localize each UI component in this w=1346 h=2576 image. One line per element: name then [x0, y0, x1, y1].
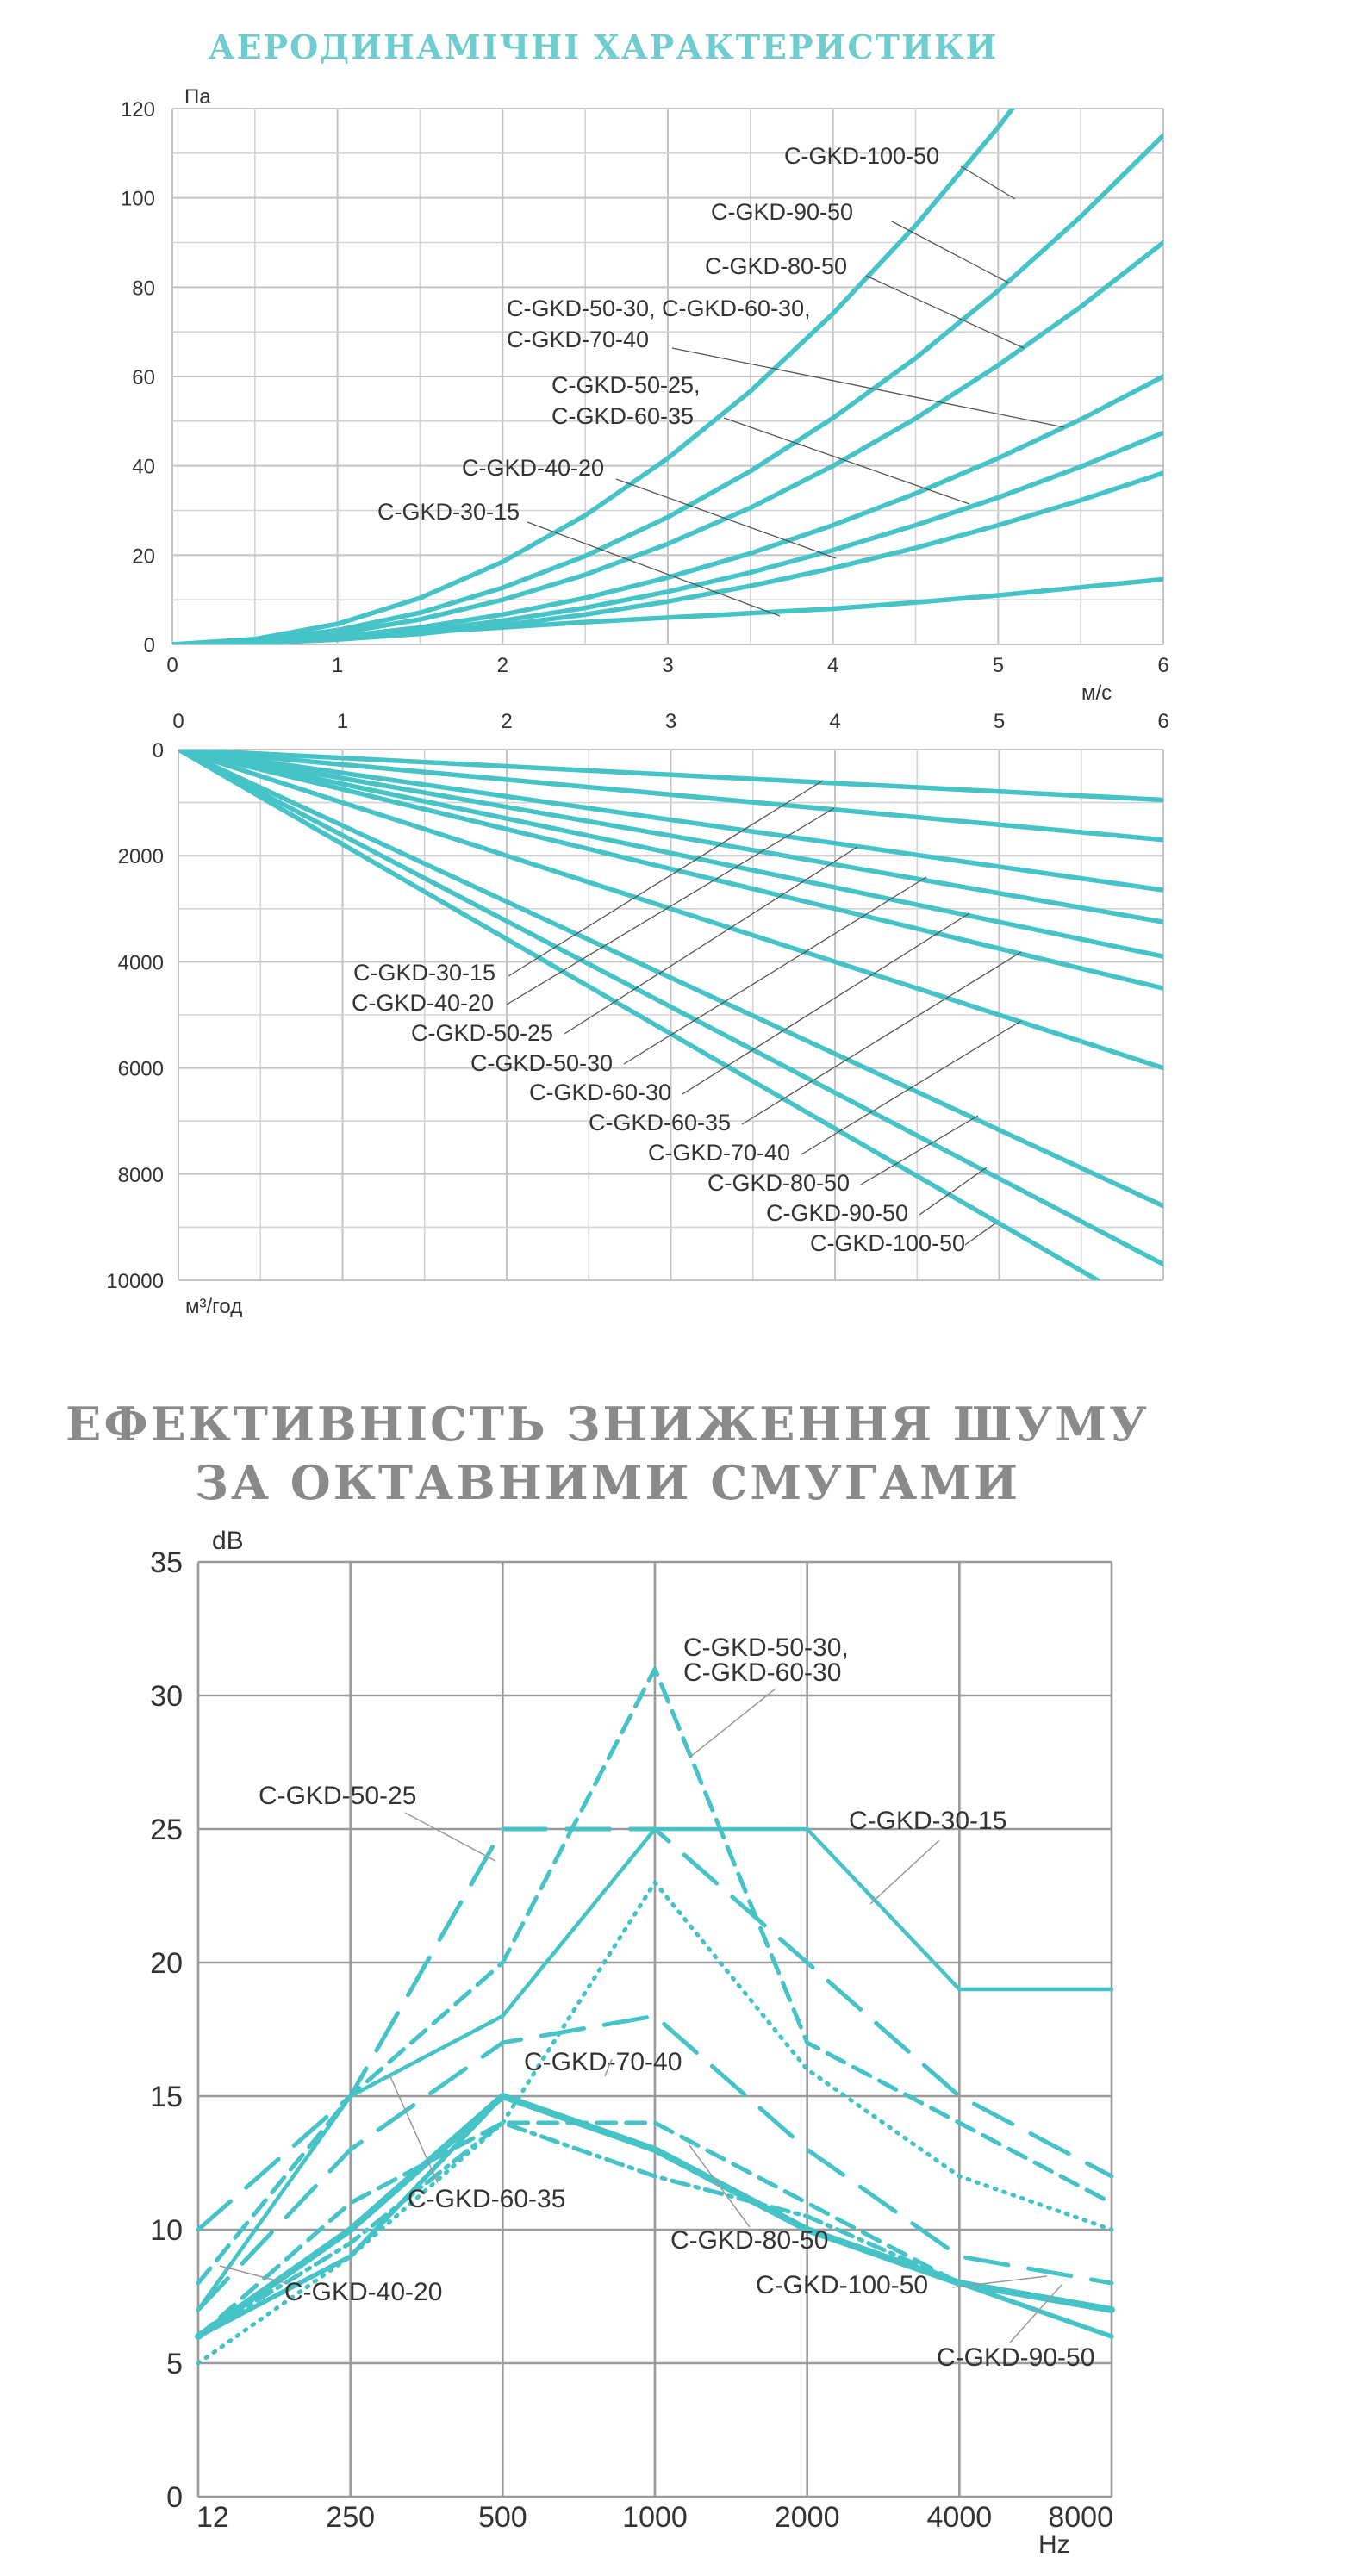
x-tick-label: 4000	[926, 2501, 993, 2534]
model-label: C-GKD-30-15	[849, 1807, 1007, 1835]
x-tick-label: 12	[196, 2501, 229, 2534]
x-tick-label: 0	[172, 710, 184, 733]
y-tick-label: 120	[120, 98, 155, 121]
y-tick-label: 8000	[117, 1163, 164, 1187]
noise-title-line2: ЗА ОКТАВНИМИ СМУГАМИ	[195, 1455, 1020, 1510]
x-axis-label: Hz	[1038, 2530, 1070, 2559]
y-tick-label: 6000	[117, 1057, 164, 1081]
leader-line	[616, 479, 836, 558]
model-label: C-GKD-70-40	[507, 327, 650, 352]
model-label: C-GKD-40-20	[462, 455, 605, 481]
model-label: C-GKD-70-40	[524, 2048, 682, 2076]
y-tick-label: 15	[150, 2081, 183, 2113]
model-label: C-GKD-60-30	[529, 1080, 672, 1105]
x-tick-label: 4	[826, 654, 839, 677]
model-label: C-GKD-50-25	[259, 1782, 417, 1810]
leader-line	[724, 418, 969, 504]
model-label: C-GKD-100-50	[810, 1230, 966, 1256]
x-tick-label: 1	[336, 710, 349, 733]
y-tick-label: 2000	[117, 845, 164, 869]
y-tick-label: 100	[120, 187, 155, 211]
y-axis-label: Па	[184, 85, 211, 109]
noise-title-line1: ЕФЕКТИВНІСТЬ ЗНИЖЕННЯ ШУМУ	[65, 1397, 1150, 1452]
y-tick-label: 10	[150, 2214, 183, 2247]
y-tick-label: 0	[166, 2481, 183, 2514]
leader-line	[961, 166, 1015, 199]
y-tick-label: 0	[143, 634, 155, 657]
leader-line	[689, 1689, 776, 1758]
model-label: C-GKD-30-15	[353, 960, 496, 986]
model-label: C-GKD-80-50	[670, 2226, 829, 2255]
model-label: C-GKD-50-25,	[551, 372, 701, 398]
model-label: C-GKD-80-50	[707, 1170, 851, 1196]
y-tick-label: 4000	[117, 951, 164, 975]
model-label: C-GKD-40-20	[352, 990, 495, 1016]
x-tick-label: 3	[662, 654, 674, 677]
model-label: C-GKD-60-35	[551, 403, 695, 429]
x-tick-label: 1000	[622, 2501, 688, 2534]
model-label: C-GKD-50-30, C-GKD-60-30,	[507, 296, 811, 321]
x-tick-label: 6	[1157, 710, 1169, 733]
y-tick-label: 20	[150, 1947, 183, 1980]
x-tick-label: 2	[496, 654, 509, 677]
y-tick-label: 5	[166, 2348, 183, 2380]
aero-title: АЕРОДИНАМІЧНІ ХАРАКТЕРИСТИКИ	[208, 28, 999, 66]
x-tick-label: 500	[477, 2501, 527, 2534]
x-tick-label: 4	[829, 710, 841, 733]
x-tick-label: 5	[992, 654, 1005, 677]
pressure-chart	[121, 0, 1169, 705]
y-tick-label: 35	[150, 1546, 183, 1579]
model-label: C-GKD-90-50	[766, 1200, 909, 1226]
model-label: C-GKD-80-50	[705, 253, 848, 279]
x-tick-label: 8000	[1048, 2501, 1113, 2534]
x-tick-label: 5	[993, 710, 1006, 733]
x-tick-label: 3	[664, 710, 677, 733]
x-tick-label: 6	[1157, 654, 1169, 677]
y-axis-label: dB	[212, 1527, 244, 1555]
y-tick-label: 0	[152, 739, 164, 762]
x-tick-label: 2000	[774, 2501, 840, 2534]
leader-line	[564, 847, 857, 1034]
x-axis-label: м/с	[1081, 681, 1112, 705]
y-tick-label: 80	[132, 277, 155, 301]
y-axis-label: м³/год	[185, 1295, 243, 1318]
x-tick-label: 0	[166, 654, 178, 677]
y-tick-label: 10000	[106, 1270, 164, 1293]
y-tick-label: 25	[150, 1814, 183, 1846]
model-label: C-GKD-90-50	[711, 199, 854, 225]
model-label: C-GKD-90-50	[937, 2343, 1095, 2372]
y-tick-label: 20	[132, 544, 155, 569]
airflow-chart	[106, 710, 1168, 1318]
model-label: C-GKD-30-15	[377, 499, 520, 525]
model-label: C-GKD-60-35	[589, 1110, 732, 1136]
noise-chart	[150, 1527, 1113, 2559]
x-tick-label: 250	[326, 2501, 376, 2534]
model-label: C-GKD-60-30	[683, 1658, 842, 1687]
model-label: C-GKD-60-35	[408, 2185, 566, 2213]
model-label: C-GKD-100-50	[784, 143, 940, 169]
leader-line	[508, 781, 823, 976]
leader-line	[405, 1813, 495, 1861]
model-label: C-GKD-70-40	[648, 1140, 791, 1166]
leader-line	[892, 221, 1008, 283]
model-label: C-GKD-50-30	[470, 1050, 614, 1076]
y-tick-label: 60	[132, 366, 155, 389]
model-label: C-GKD-50-25	[411, 1020, 554, 1046]
leader-line	[870, 1840, 939, 1904]
model-label: C-GKD-100-50	[756, 2271, 929, 2299]
x-tick-label: 2	[501, 710, 513, 733]
model-label: C-GKD-50-30,	[683, 1633, 849, 1662]
model-label: C-GKD-40-20	[284, 2278, 443, 2306]
x-tick-label: 1	[331, 654, 344, 677]
y-tick-label: 30	[150, 1680, 183, 1713]
y-tick-label: 40	[132, 455, 155, 479]
